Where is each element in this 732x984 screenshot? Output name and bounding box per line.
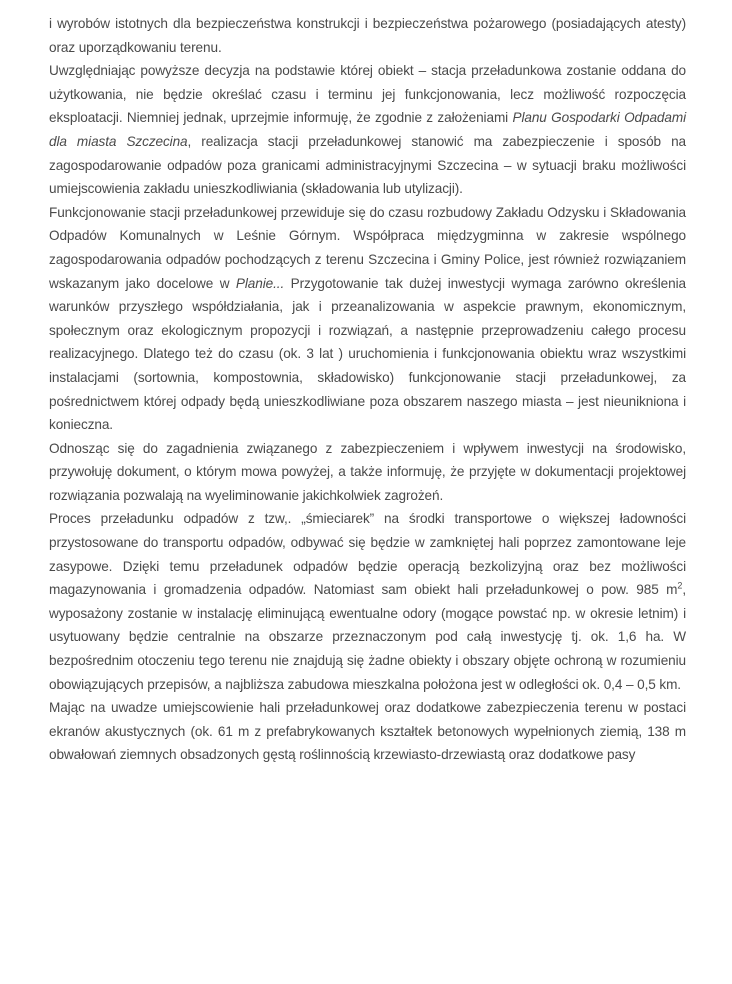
paragraph-process [49,507,686,696]
italic-plan-title: Planu Gospodarki Odpadami dla miasta Szczecina [49,110,686,149]
superscript-exponent: 2 [677,580,683,591]
text-run: Przygotowanie tak dużej inwestycji wymaga zarówno określenia warunków przyszłego współdziałania, jak i przeanalizowania w aspekcie prawnym, ekonomicznym, społecznym oraz ekologicznym propozycji i rozwiązań, a następnie przeprowadzeniu całego procesu realizacyjnego. Dlatego też do czasu (ok. 3 lat ) uruchomienia i funkcjonowania obiektu wraz wszystkimi instalacjami (sortownia, kompostownia, składowisko) funkcjonowanie stacji przeładunkowej, za pośrednictwem której odpady będą unieszkodliwiane poza obszarem naszego miasta – jest nieunikniona i konieczna. [49,275,686,433]
text-run: Proces przeładunku odpadów z tzw,. „śmieciarek” na środki transportowe o większej ładowności przystosowane do transportu odpadów, odbywać się będzie w zamkniętej hali poprzez zamontowane leje zasypowe. Dzięki temu przeładunek odpadów będzie operacją bezkolizyjną oraz bez możliwości magazynowania i gromadzenia odpadów. Natomiast sam obiekt hali przeładunkowej o pow. 985 m [49,511,686,598]
text-run: Funkcjonowanie stacji przeładunkowej przewiduje się do czasu rozbudowy Zakładu Odzysku i Składowania Odpadów Komunalnych w Leśnie Górnym. Współpraca międzygminna w zakresie wspólnego zagospodarowania odpadów pochodzących z terenu Szczecina i Gminy Police, jest również rozwiązaniem wskazanym jako docelowe w [49,204,686,291]
italic-plan-reference: Planie... [235,275,285,291]
paragraph-environment: Odnosząc się do zagadnienia związanego z zabezpieczeniem i wpływem inwestycji na środowisko, przywołuję dokument, o którym mowa powyżej, a także informuję, że przyjęte w dokumentacji projektowej rozwiązania pozwalają na wyeliminowanie jakichkolwiek zagrożeń. [49,440,686,503]
paragraph-decision [49,59,686,201]
text-run: Uwzględniając powyższe decyzja na podstawie której obiekt – stacja przeładunkowa zostanie oddana do użytkowania, nie będzie określać czasu i terminu jej funkcjonowania, lecz możliwość rozpoczęcia eksploatacji. Niemniej jednak, uprzejmie informuję, że zgodnie z założeniami [49,63,686,126]
paragraph-continuation: i wyrobów istotnych dla bezpieczeństwa konstrukcji i bezpieczeństwa pożarowego (posiadających atesty) oraz uporządkowaniu terenu. [49,16,686,55]
paragraph-station-operation [49,201,686,437]
text-run: , wyposażony zostanie w instalację eliminującą ewentualne odory (mogące powstać np. w okresie letnim) i usytuowany będzie centralnie na obszarze przeznaczonym pod całą inwestycję tj. ok. 1,6 ha. W bezpośrednim otoczeniu tego terenu nie znajdują się żadne obiekty i obszary objęte ochroną w rozumieniu obowiązujących przepisów, a najbliższa zabudowa mieszkalna położona jest w odległości ok. 0,4 – 0,5 km. [49,582,686,692]
text-run: , realizacja stacji przeładunkowej stanowić ma zabezpieczenie i sposób na zagospodarowanie odpadów poza granicami administracyjnymi Szczecina – w sytuacji braku możliwości umiejscowienia zakładu unieszkodliwiania (składowania lub utylizacji). [49,133,686,197]
paragraph-acoustic-screens: Mając na uwadze umiejscowienie hali przeładunkowej oraz dodatkowe zabezpieczenia terenu w postaci ekranów akustycznych (ok. 61 m z prefabrykowanych kształtek betonowych wypełnionych ziemią, 138 m obwałowań ziemnych obsadzonych gęstą roślinnością krzewiasto-drzewiastą oraz dodatkowe pasy [49,700,686,763]
